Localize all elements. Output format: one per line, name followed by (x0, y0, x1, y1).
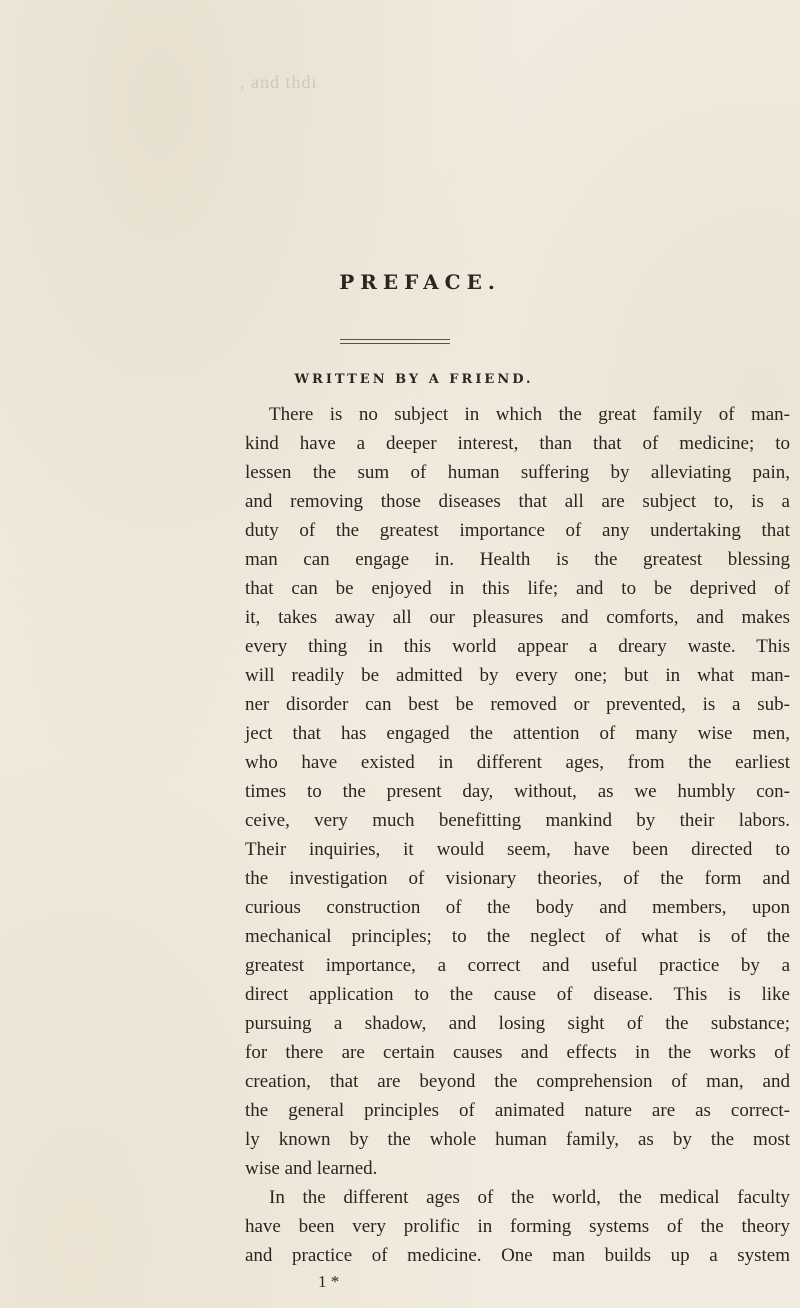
text-line: kind have a deeper interest, than that of medicine; to (245, 433, 790, 454)
text-line: times to the present day, without, as we humbly con- (245, 781, 790, 802)
text-line: ner disorder can best be removed or prevented, is a sub- (245, 694, 790, 715)
text-line: the general principles of animated nature are as correct- (245, 1100, 790, 1121)
subheading (0, 370, 800, 388)
text-line: who have existed in different ages, from the earliest (245, 752, 790, 773)
text-line: and practice of medicine. One man builds up a system (245, 1245, 790, 1266)
text-line: ly known by the whole human family, as by the most (245, 1129, 790, 1150)
text-line: lessen the sum of human suffering by alleviating pain, (245, 462, 790, 483)
bleed-through-text: , and thdi (240, 72, 318, 92)
text-line: man can engage in. Health is the greatest blessing (245, 549, 790, 570)
text-line: direct application to the cause of disease. This is like (245, 984, 790, 1005)
text-line: will readily be admitted by every one; but in what man- (245, 665, 790, 686)
text-line: it, takes away all our pleasures and comforts, and makes (245, 607, 790, 628)
text-line: for there are certain causes and effects in the works of (245, 1042, 790, 1063)
text-line: duty of the greatest importance of any undertaking that (245, 520, 790, 541)
text-line: In the different ages of the world, the medical faculty (269, 1187, 790, 1208)
text-line: every thing in this world appear a dreary waste. This (245, 636, 790, 657)
text-line: and removing those diseases that all are subject to, is a (245, 491, 790, 512)
text-line: Their inquiries, it would seem, have been directed to (245, 839, 790, 860)
double-rule-divider (340, 339, 450, 345)
text-line: curious construction of the body and members, upon (245, 897, 790, 918)
preface-heading (0, 270, 800, 294)
text-line: have been very prolific in forming systems of the theory (245, 1216, 790, 1237)
text-line: There is no subject in which the great family of man- (269, 404, 790, 425)
text-line: pursuing a shadow, and losing sight of the substance; (245, 1013, 790, 1034)
text-line: wise and learned. (245, 1158, 378, 1179)
text-line: the investigation of visionary theories, of the form and (245, 868, 790, 889)
text-line: ceive, very much benefitting mankind by their labors. (245, 810, 790, 831)
text-line: that can be enjoyed in this life; and to be deprived of (245, 578, 790, 599)
text-line: mechanical principles; to the neglect of what is of the (245, 926, 790, 947)
byline: WRITTEN BY A FRIEND. (294, 372, 534, 387)
body-text (245, 400, 790, 1270)
page-title: PREFACE. (339, 270, 501, 294)
signature-mark: 1 * (318, 1272, 340, 1291)
text-line: creation, that are beyond the comprehension of man, and (245, 1071, 790, 1092)
text-line: greatest importance, a correct and useful practice by a (245, 955, 790, 976)
text-line: ject that has engaged the attention of many wise men, (245, 723, 790, 744)
